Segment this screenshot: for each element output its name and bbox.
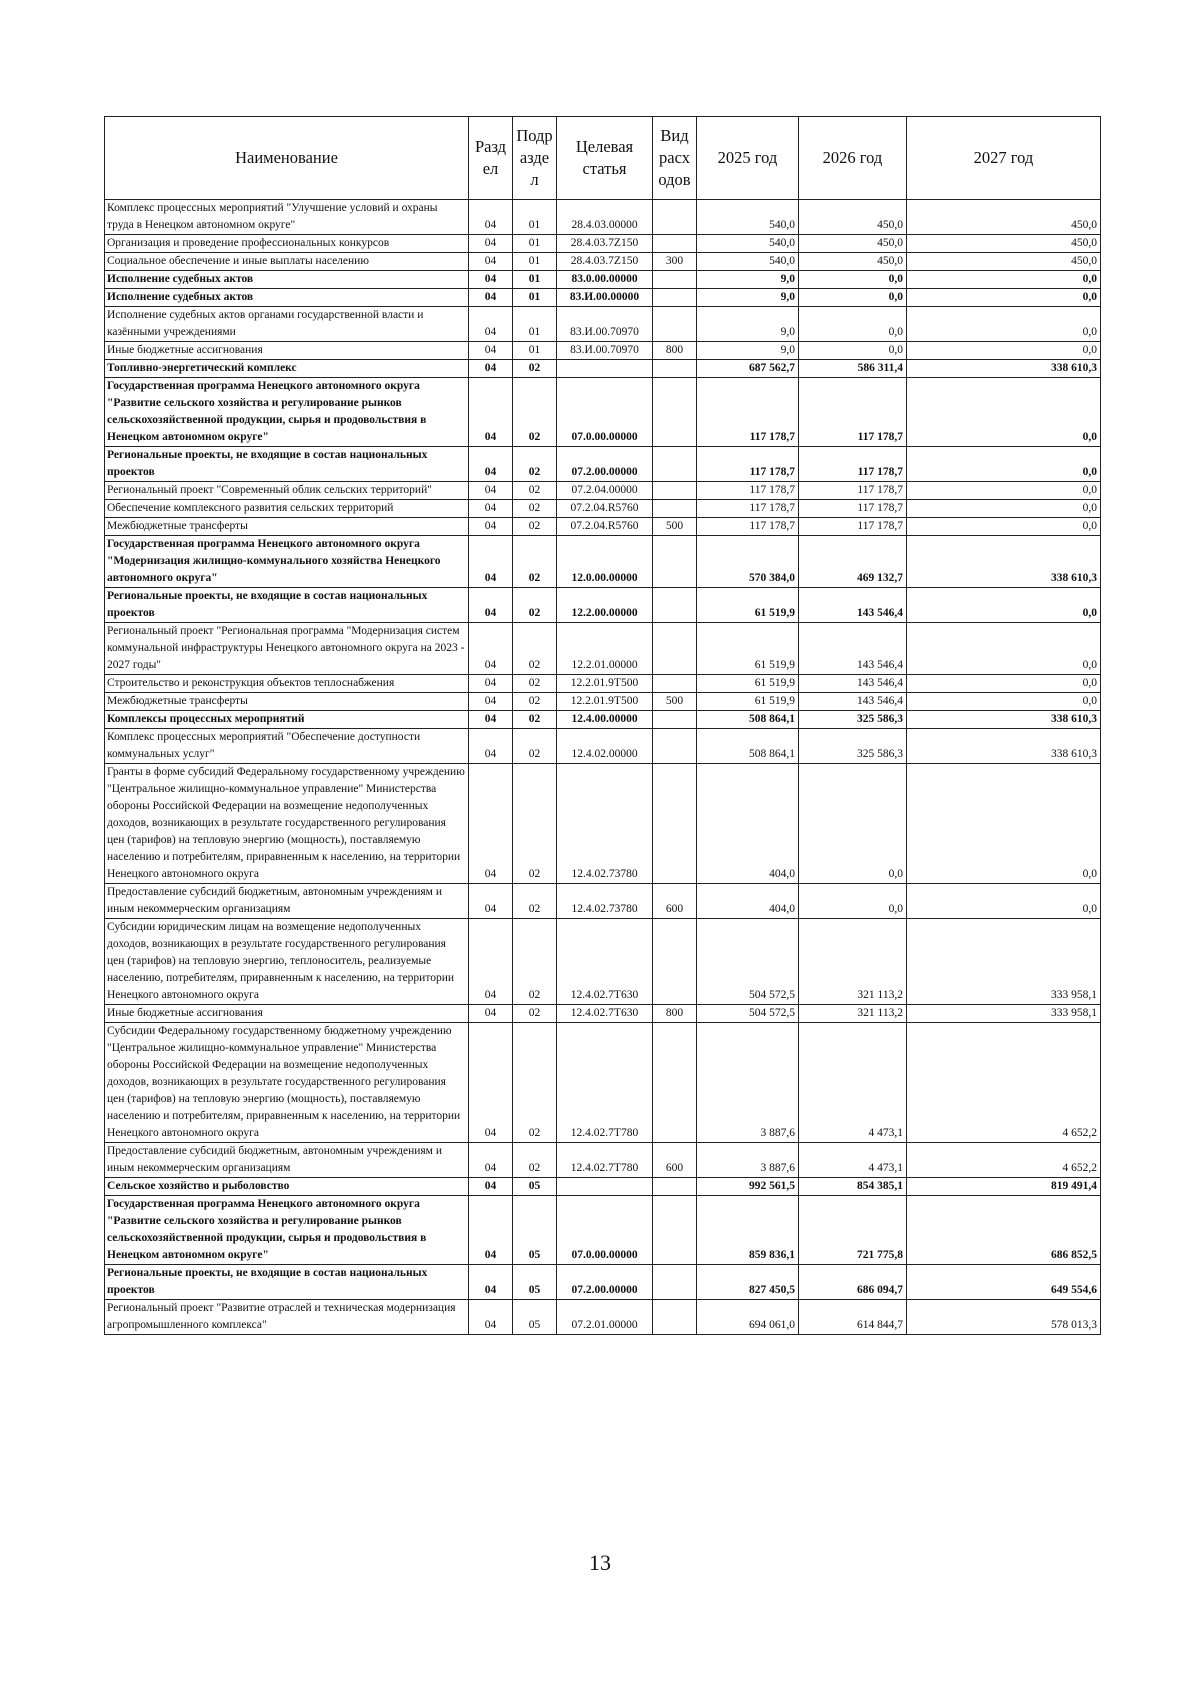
cell-2027: 0,0 [907, 693, 1101, 711]
cell-2025: 508 864,1 [697, 711, 799, 729]
cell-target-article: 07.0.00.00000 [557, 1196, 653, 1265]
cell-target-article: 07.0.00.00000 [557, 378, 653, 447]
cell-expense-type [653, 447, 697, 482]
cell-expense-type [653, 271, 697, 289]
table-row [105, 623, 1101, 675]
cell-2027: 0,0 [907, 675, 1101, 693]
table-row [105, 919, 1101, 1005]
cell-expense-type [653, 307, 697, 342]
cell-section: 04 [469, 271, 513, 289]
cell-2025: 9,0 [697, 289, 799, 307]
cell-section: 04 [469, 919, 513, 1005]
cell-2026: 4 473,1 [799, 1023, 907, 1143]
cell-2025: 859 836,1 [697, 1196, 799, 1265]
cell-2025: 61 519,9 [697, 675, 799, 693]
cell-2027: 338 610,3 [907, 536, 1101, 588]
cell-expense-type [653, 711, 697, 729]
cell-2026: 117 178,7 [799, 378, 907, 447]
cell-2027: 333 958,1 [907, 919, 1101, 1005]
cell-name: Предоставление субсидий бюджетным, автономным учреждениям и иным некоммерческим организациям [105, 1143, 469, 1178]
cell-2026: 321 113,2 [799, 1005, 907, 1023]
cell-name: Исполнение судебных актов [105, 271, 469, 289]
cell-2025: 117 178,7 [697, 518, 799, 536]
cell-section: 04 [469, 675, 513, 693]
cell-name: Государственная программа Ненецкого автономного округа "Модернизация жилищно-коммунального хозяйства Ненецкого автономного округа" [105, 536, 469, 588]
cell-name: Государственная программа Ненецкого автономного округа "Развитие сельского хозяйства и регулирование рынков сельскохозяйственной продукции, сырья и продовольствия в Ненецком автономном округе" [105, 378, 469, 447]
cell-target-article: 83.И.00.00000 [557, 289, 653, 307]
cell-subsection: 02 [513, 884, 557, 919]
table-row [105, 360, 1101, 378]
cell-section: 04 [469, 378, 513, 447]
cell-section: 04 [469, 235, 513, 253]
cell-name: Строительство и реконструкция объектов теплоснабжения [105, 675, 469, 693]
cell-expense-type: 500 [653, 518, 697, 536]
table-row [105, 1005, 1101, 1023]
table-row [105, 1196, 1101, 1265]
cell-target-article: 07.2.01.00000 [557, 1300, 653, 1335]
cell-target-article [557, 360, 653, 378]
cell-subsection: 02 [513, 518, 557, 536]
cell-name: Субсидии юридическим лицам на возмещение недополученных доходов, возникающих в результате государственного регулирования цен (тарифов) на тепловую энергию, теплоноситель, реализуемые населению, потребителям, приравненным к населению, на территории Ненецкого автономного округа [105, 919, 469, 1005]
cell-section: 04 [469, 360, 513, 378]
cell-2027: 4 652,2 [907, 1023, 1101, 1143]
cell-section: 04 [469, 884, 513, 919]
cell-2027: 338 610,3 [907, 711, 1101, 729]
cell-2025: 3 887,6 [697, 1143, 799, 1178]
cell-section: 04 [469, 307, 513, 342]
cell-name: Межбюджетные трансферты [105, 518, 469, 536]
cell-2026: 450,0 [799, 253, 907, 271]
cell-name: Комплекс процессных мероприятий "Улучшение условий и охраны труда в Ненецком автономном округе" [105, 200, 469, 235]
cell-section: 04 [469, 1196, 513, 1265]
cell-2027: 0,0 [907, 500, 1101, 518]
cell-section: 04 [469, 447, 513, 482]
cell-subsection: 01 [513, 307, 557, 342]
cell-2027: 0,0 [907, 623, 1101, 675]
cell-target-article: 12.4.02.7T630 [557, 919, 653, 1005]
cell-2027: 649 554,6 [907, 1265, 1101, 1300]
header-expense-type: Вид расх одов [653, 117, 697, 200]
cell-target-article: 12.4.00.00000 [557, 711, 653, 729]
cell-expense-type [653, 623, 697, 675]
cell-section: 04 [469, 693, 513, 711]
cell-name: Региональный проект "Региональная программа "Модернизация систем коммунальной инфраструктуры Ненецкого автономного округа на 2023 - 2027 годы" [105, 623, 469, 675]
header-target-article: Целевая статья [557, 117, 653, 200]
cell-subsection: 01 [513, 235, 557, 253]
cell-expense-type: 600 [653, 884, 697, 919]
cell-2025: 694 061,0 [697, 1300, 799, 1335]
cell-subsection: 01 [513, 271, 557, 289]
table-header-row [105, 117, 1101, 200]
cell-2027: 0,0 [907, 518, 1101, 536]
cell-target-article: 12.4.02.00000 [557, 729, 653, 764]
header-2025: 2025 год [697, 117, 799, 200]
cell-section: 04 [469, 1143, 513, 1178]
table-row [105, 235, 1101, 253]
cell-name: Субсидии Федеральному государственному бюджетному учреждению "Центральное жилищно-коммунальное управление" Министерства обороны Российской Федерации на возмещение недополученных доходов, возникающих в результате государственного регулирования цен (тарифов) на тепловую энергию (мощность), поставляемую населению и потребителям, приравненным к населению, на территории Ненецкого автономного округа [105, 1023, 469, 1143]
cell-2026: 586 311,4 [799, 360, 907, 378]
cell-section: 04 [469, 623, 513, 675]
cell-2026: 143 546,4 [799, 693, 907, 711]
cell-target-article: 07.2.00.00000 [557, 1265, 653, 1300]
cell-subsection: 01 [513, 253, 557, 271]
cell-section: 04 [469, 1005, 513, 1023]
cell-section: 04 [469, 588, 513, 623]
table-row [105, 271, 1101, 289]
cell-target-article: 28.4.03.7Z150 [557, 253, 653, 271]
cell-2026: 143 546,4 [799, 675, 907, 693]
cell-2026: 321 113,2 [799, 919, 907, 1005]
cell-2027: 819 491,4 [907, 1178, 1101, 1196]
cell-target-article: 83.0.00.00000 [557, 271, 653, 289]
table-row [105, 500, 1101, 518]
cell-subsection: 05 [513, 1265, 557, 1300]
cell-section: 04 [469, 1178, 513, 1196]
cell-subsection: 02 [513, 588, 557, 623]
cell-2025: 508 864,1 [697, 729, 799, 764]
cell-2025: 117 178,7 [697, 482, 799, 500]
cell-2027: 686 852,5 [907, 1196, 1101, 1265]
cell-2025: 3 887,6 [697, 1023, 799, 1143]
cell-subsection: 02 [513, 447, 557, 482]
cell-2025: 504 572,5 [697, 919, 799, 1005]
cell-target-article: 83.И.00.70970 [557, 307, 653, 342]
cell-target-article: 07.2.04.R5760 [557, 518, 653, 536]
cell-subsection: 02 [513, 764, 557, 884]
cell-section: 04 [469, 764, 513, 884]
cell-subsection: 01 [513, 200, 557, 235]
cell-name: Предоставление субсидий бюджетным, автономным учреждениям и иным некоммерческим организациям [105, 884, 469, 919]
cell-target-article: 12.4.02.7T780 [557, 1143, 653, 1178]
cell-2027: 338 610,3 [907, 729, 1101, 764]
cell-subsection: 02 [513, 623, 557, 675]
cell-2027: 4 652,2 [907, 1143, 1101, 1178]
cell-subsection: 02 [513, 711, 557, 729]
cell-2026: 117 178,7 [799, 482, 907, 500]
cell-2027: 0,0 [907, 764, 1101, 884]
table-row [105, 764, 1101, 884]
cell-2026: 117 178,7 [799, 518, 907, 536]
cell-expense-type: 800 [653, 1005, 697, 1023]
table-row [105, 378, 1101, 447]
cell-2025: 687 562,7 [697, 360, 799, 378]
cell-expense-type [653, 235, 697, 253]
cell-target-article: 07.2.00.00000 [557, 447, 653, 482]
table-row [105, 675, 1101, 693]
cell-target-article: 12.4.02.73780 [557, 884, 653, 919]
cell-target-article: 83.И.00.70970 [557, 342, 653, 360]
cell-subsection: 02 [513, 482, 557, 500]
budget-table [104, 116, 1101, 1335]
cell-target-article: 12.2.00.00000 [557, 588, 653, 623]
cell-name: Сельское хозяйство и рыболовство [105, 1178, 469, 1196]
cell-target-article: 07.2.04.00000 [557, 482, 653, 500]
cell-2025: 117 178,7 [697, 447, 799, 482]
cell-expense-type [653, 1023, 697, 1143]
cell-target-article: 07.2.04.R5760 [557, 500, 653, 518]
cell-2025: 117 178,7 [697, 378, 799, 447]
cell-2027: 0,0 [907, 342, 1101, 360]
table-row [105, 588, 1101, 623]
cell-name: Региональный проект "Современный облик сельских территорий" [105, 482, 469, 500]
cell-target-article: 12.4.02.73780 [557, 764, 653, 884]
table-row [105, 200, 1101, 235]
cell-name: Исполнение судебных актов органами государственной власти и казёнными учреждениями [105, 307, 469, 342]
cell-2027: 0,0 [907, 378, 1101, 447]
cell-expense-type: 300 [653, 253, 697, 271]
cell-section: 04 [469, 1265, 513, 1300]
cell-2025: 504 572,5 [697, 1005, 799, 1023]
cell-expense-type [653, 764, 697, 884]
cell-2025: 61 519,9 [697, 693, 799, 711]
cell-2025: 9,0 [697, 271, 799, 289]
cell-2027: 450,0 [907, 235, 1101, 253]
cell-expense-type [653, 1196, 697, 1265]
cell-2025: 570 384,0 [697, 536, 799, 588]
cell-2026: 325 586,3 [799, 729, 907, 764]
cell-target-article: 28.4.03.7Z150 [557, 235, 653, 253]
cell-expense-type [653, 1300, 697, 1335]
table-row [105, 711, 1101, 729]
cell-subsection: 02 [513, 536, 557, 588]
table-row [105, 289, 1101, 307]
cell-2027: 0,0 [907, 482, 1101, 500]
cell-name: Региональный проект "Развитие отраслей и техническая модернизация агропромышленного комплекса" [105, 1300, 469, 1335]
table-row [105, 884, 1101, 919]
cell-name: Топливно-энергетический комплекс [105, 360, 469, 378]
cell-2027: 578 013,3 [907, 1300, 1101, 1335]
cell-target-article: 28.4.03.00000 [557, 200, 653, 235]
cell-expense-type [653, 500, 697, 518]
cell-section: 04 [469, 518, 513, 536]
cell-name: Обеспечение комплексного развития сельских территорий [105, 500, 469, 518]
cell-subsection: 02 [513, 1005, 557, 1023]
cell-section: 04 [469, 1023, 513, 1143]
cell-target-article [557, 1178, 653, 1196]
cell-name: Региональные проекты, не входящие в состав национальных проектов [105, 447, 469, 482]
cell-expense-type [653, 482, 697, 500]
cell-2027: 0,0 [907, 289, 1101, 307]
cell-expense-type [653, 200, 697, 235]
cell-name: Комплекс процессных мероприятий "Обеспечение доступности коммунальных услуг" [105, 729, 469, 764]
cell-2025: 540,0 [697, 200, 799, 235]
table-row [105, 729, 1101, 764]
cell-target-article: 12.2.01.00000 [557, 623, 653, 675]
cell-2026: 0,0 [799, 289, 907, 307]
header-2026: 2026 год [799, 117, 907, 200]
cell-2025: 9,0 [697, 307, 799, 342]
cell-2025: 61 519,9 [697, 588, 799, 623]
table-row [105, 536, 1101, 588]
cell-2025: 827 450,5 [697, 1265, 799, 1300]
cell-name: Социальное обеспечение и иные выплаты населению [105, 253, 469, 271]
cell-2026: 686 094,7 [799, 1265, 907, 1300]
cell-section: 04 [469, 536, 513, 588]
cell-subsection: 02 [513, 675, 557, 693]
cell-2026: 450,0 [799, 235, 907, 253]
cell-expense-type [653, 360, 697, 378]
cell-section: 04 [469, 342, 513, 360]
cell-name: Государственная программа Ненецкого автономного округа "Развитие сельского хозяйства и регулирование рынков сельскохозяйственной продукции, сырья и продовольствия в Ненецком автономном округе" [105, 1196, 469, 1265]
table-body [105, 200, 1101, 1335]
table-row [105, 1143, 1101, 1178]
cell-2025: 404,0 [697, 764, 799, 884]
header-2027: 2027 год [907, 117, 1101, 200]
cell-2026: 614 844,7 [799, 1300, 907, 1335]
table-row [105, 693, 1101, 711]
cell-2026: 0,0 [799, 271, 907, 289]
cell-target-article: 12.4.02.7T780 [557, 1023, 653, 1143]
cell-subsection: 02 [513, 360, 557, 378]
cell-subsection: 01 [513, 289, 557, 307]
cell-name: Исполнение судебных актов [105, 289, 469, 307]
budget-sheet [104, 116, 1100, 1335]
table-row [105, 342, 1101, 360]
cell-name: Гранты в форме субсидий Федеральному государственному учреждению "Центральное жилищно-коммунальное управление" Министерства обороны Российской Федерации на возмещение недополученных доходов, возникающих в результате государственного регулирования цен (тарифов) на тепловую энергию (мощность), поставляемую населению и потребителям, приравненным к населению, на территории Ненецкого автономного округа [105, 764, 469, 884]
cell-expense-type: 600 [653, 1143, 697, 1178]
cell-subsection: 01 [513, 342, 557, 360]
cell-2026: 117 178,7 [799, 447, 907, 482]
table-row [105, 447, 1101, 482]
cell-name: Комплексы процессных мероприятий [105, 711, 469, 729]
table-row [105, 482, 1101, 500]
cell-subsection: 02 [513, 378, 557, 447]
cell-2027: 338 610,3 [907, 360, 1101, 378]
cell-name: Организация и проведение профессиональных конкурсов [105, 235, 469, 253]
cell-2026: 0,0 [799, 307, 907, 342]
cell-target-article: 12.0.00.00000 [557, 536, 653, 588]
cell-subsection: 02 [513, 500, 557, 518]
cell-expense-type [653, 588, 697, 623]
cell-name: Межбюджетные трансферты [105, 693, 469, 711]
cell-expense-type [653, 536, 697, 588]
cell-2027: 450,0 [907, 200, 1101, 235]
cell-2027: 0,0 [907, 884, 1101, 919]
cell-2027: 0,0 [907, 271, 1101, 289]
cell-expense-type [653, 289, 697, 307]
cell-expense-type [653, 675, 697, 693]
cell-2027: 450,0 [907, 253, 1101, 271]
cell-2026: 450,0 [799, 200, 907, 235]
cell-2026: 0,0 [799, 764, 907, 884]
cell-2026: 143 546,4 [799, 588, 907, 623]
cell-section: 04 [469, 500, 513, 518]
table-row [105, 307, 1101, 342]
cell-2026: 0,0 [799, 884, 907, 919]
cell-expense-type: 500 [653, 693, 697, 711]
header-subsection: Подр азде л [513, 117, 557, 200]
table-row [105, 1265, 1101, 1300]
cell-name: Иные бюджетные ассигнования [105, 1005, 469, 1023]
cell-subsection: 02 [513, 1023, 557, 1143]
cell-expense-type [653, 378, 697, 447]
cell-2025: 540,0 [697, 235, 799, 253]
cell-name: Иные бюджетные ассигнования [105, 342, 469, 360]
cell-subsection: 02 [513, 729, 557, 764]
cell-expense-type [653, 1178, 697, 1196]
cell-expense-type [653, 1265, 697, 1300]
cell-section: 04 [469, 289, 513, 307]
cell-2025: 117 178,7 [697, 500, 799, 518]
cell-subsection: 02 [513, 919, 557, 1005]
cell-2026: 0,0 [799, 342, 907, 360]
table-row [105, 253, 1101, 271]
cell-subsection: 02 [513, 1143, 557, 1178]
cell-2025: 540,0 [697, 253, 799, 271]
cell-2026: 143 546,4 [799, 623, 907, 675]
page-number: 13 [589, 1550, 611, 1575]
cell-2027: 0,0 [907, 588, 1101, 623]
cell-2027: 0,0 [907, 447, 1101, 482]
header-section: Разд ел [469, 117, 513, 200]
cell-subsection: 05 [513, 1300, 557, 1335]
cell-section: 04 [469, 200, 513, 235]
cell-2025: 9,0 [697, 342, 799, 360]
cell-2027: 0,0 [907, 307, 1101, 342]
table-row [105, 1178, 1101, 1196]
table-row [105, 1023, 1101, 1143]
cell-2026: 469 132,7 [799, 536, 907, 588]
cell-subsection: 02 [513, 693, 557, 711]
cell-section: 04 [469, 482, 513, 500]
cell-2025: 61 519,9 [697, 623, 799, 675]
cell-expense-type [653, 729, 697, 764]
cell-2026: 721 775,8 [799, 1196, 907, 1265]
cell-2026: 4 473,1 [799, 1143, 907, 1178]
header-name: Наименование [105, 117, 469, 200]
cell-target-article: 12.2.01.9T500 [557, 693, 653, 711]
table-row [105, 518, 1101, 536]
cell-subsection: 05 [513, 1196, 557, 1265]
cell-2026: 117 178,7 [799, 500, 907, 518]
cell-target-article: 12.4.02.7T630 [557, 1005, 653, 1023]
cell-section: 04 [469, 1300, 513, 1335]
cell-2027: 333 958,1 [907, 1005, 1101, 1023]
cell-2026: 854 385,1 [799, 1178, 907, 1196]
cell-name: Региональные проекты, не входящие в состав национальных проектов [105, 1265, 469, 1300]
cell-2025: 992 561,5 [697, 1178, 799, 1196]
table-row [105, 1300, 1101, 1335]
cell-target-article: 12.2.01.9T500 [557, 675, 653, 693]
cell-2026: 325 586,3 [799, 711, 907, 729]
cell-expense-type [653, 919, 697, 1005]
cell-section: 04 [469, 711, 513, 729]
cell-section: 04 [469, 729, 513, 764]
cell-expense-type: 800 [653, 342, 697, 360]
cell-subsection: 05 [513, 1178, 557, 1196]
cell-2025: 404,0 [697, 884, 799, 919]
cell-section: 04 [469, 253, 513, 271]
cell-name: Региональные проекты, не входящие в состав национальных проектов [105, 588, 469, 623]
